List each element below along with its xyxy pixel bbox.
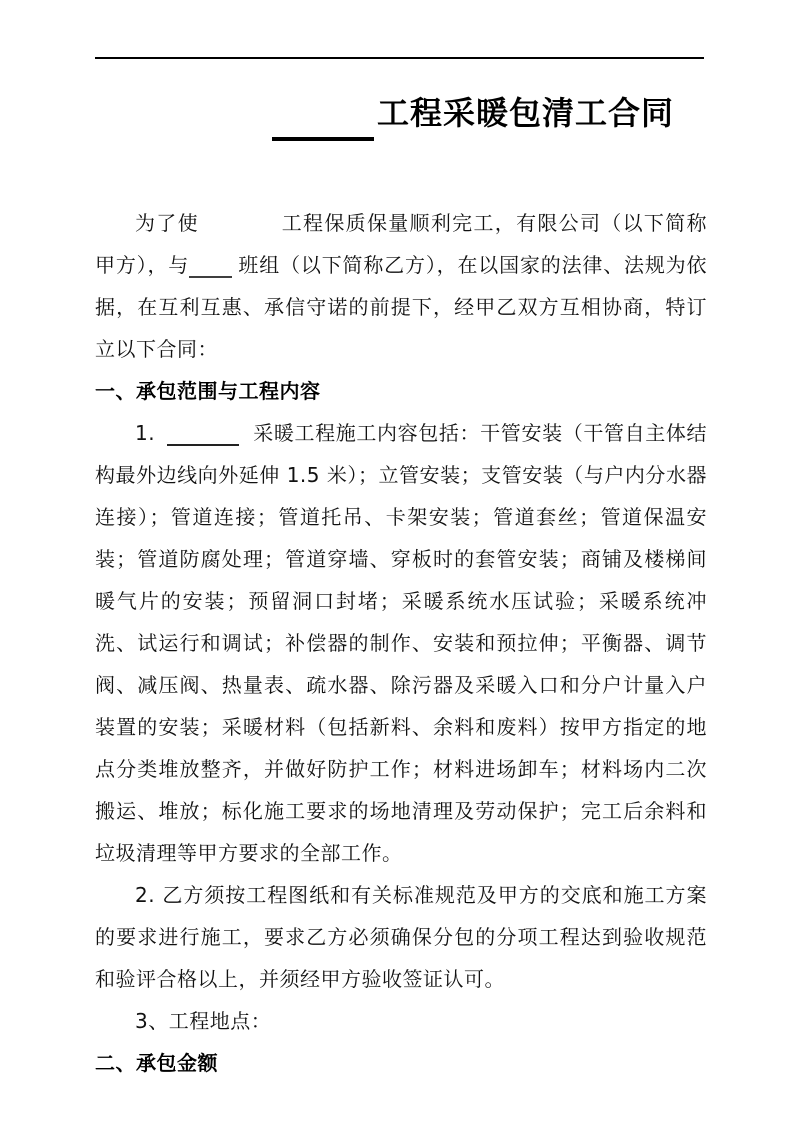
title-fill-in-blank-underline [272,103,374,141]
section2-heading: 二、承包金额 [95,1051,218,1075]
document-body [95,202,707,1084]
item2-paragraph: 2. 乙方须按工程图纸和有关标准规范及甲方的交底和施工方案的要求进行施工，要求乙方必须确保分包的分项工程达到验收规范和验评合格以上，并须经甲方验收签证认可。 [95,883,707,991]
header-rule [95,57,704,59]
page-title: 工程采暖包清工合同 [377,94,675,132]
item1-number: 1. [135,421,156,445]
intro-text-1: 为了使 [135,211,199,235]
doc-title-line [272,93,674,141]
item3-paragraph: 3、工程地点： [135,1009,272,1033]
section1-heading: 一、承包范围与工程内容 [95,379,321,403]
intro-text-2: 工程保质保量顺利完工，有限公司（以下简称甲方），与 [95,211,708,277]
party-b-fill-in-blank-underline [189,260,232,278]
item1-paragraph [95,412,707,874]
item1-text: 采暖工程施工内容包括：干管安装（干管自主体结构最外边线向外延伸 1.5 米）；立管安装；支管安装（与户内分水器连接）；管道连接；管道托吊、卡架安装；管道套丝；管道保温安装；管道防腐处理；管道穿墙、穿板时的套管安装；商铺及楼梯间暖气片的安装；预留洞口封堵；采暖系统水压试验；采暖系统冲洗、试运行和调试；补偿器的制作、安装和预拉伸；平衡器、调节阀、减压阀、热量表、疏水器、除污器及采暖入口和分户计量入户装置的安装；采暖材料（包括新料、余料和废料）按甲方指定的地点分类堆放整齐，并做好防护工作；材料进场卸车；材料场内二次搬运、堆放；标化施工要求的场地清理及劳动保护；完工后余料和垃圾清理等甲方要求的全部工作。 [95,421,707,865]
item1-fill-in-blank-underline [167,428,239,446]
intro-paragraph [95,202,707,370]
intro-text-3: 班组（以下简称乙方），在以国家的法律、法规为依据，在互利互惠、承信守诺的前提下，经甲乙双方互相协商，特订立以下合同： [95,253,708,361]
